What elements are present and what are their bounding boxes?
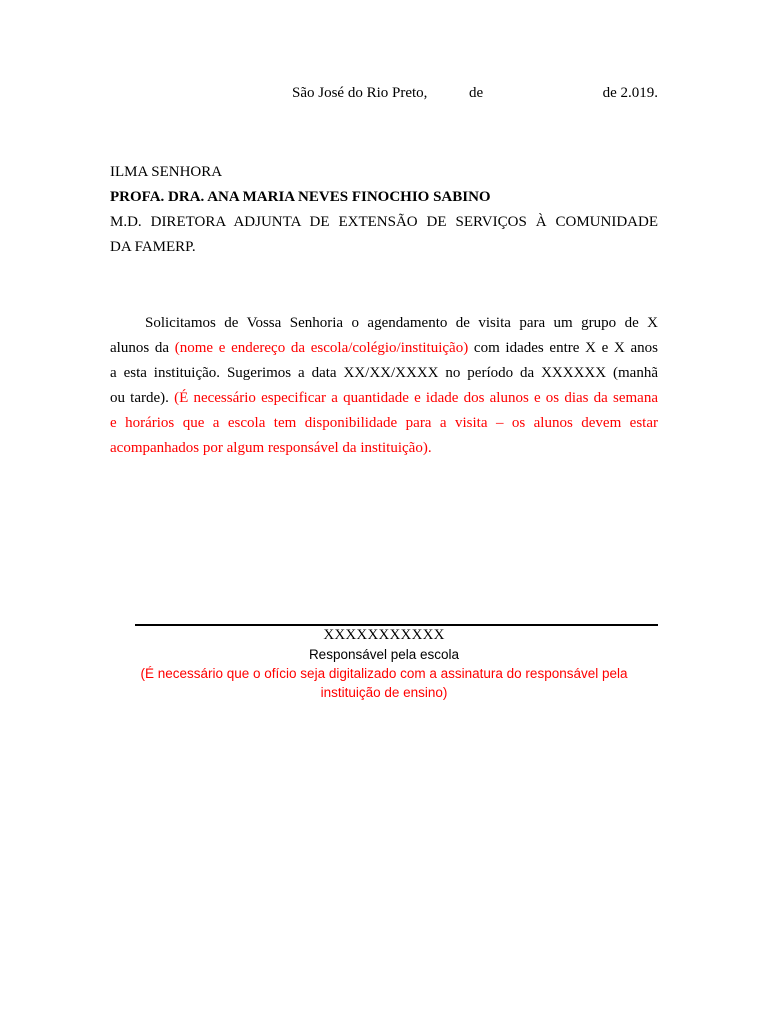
date-city: São José do Rio Preto,: [292, 85, 428, 101]
signature-placeholder: XXXXXXXXXXX: [323, 627, 445, 643]
addressee-name: PROFA. DRA. ANA MARIA NEVES FINOCHIO SABINO: [110, 189, 491, 205]
addressee-title-line-2: DA FAMERP.: [110, 239, 196, 255]
salutation: ILMA SENHORA: [110, 164, 223, 180]
signature-block: [0, 626, 768, 702]
body-text: a esta instituição. Sugerimos a data XX/XX/XXXX no período da XXXXXX (manhã: [110, 365, 658, 381]
instruction-note: acompanhados por algum responsável da instituição): [110, 440, 428, 456]
instruction-note: e horários que a escola tem disponibilidade para a visita – os alunos devem estar: [110, 415, 658, 431]
instruction-note: (É necessário especificar a quantidade e idade dos alunos e os dias da semana: [174, 390, 658, 406]
date-year: de 2.019.: [602, 85, 658, 101]
body-line-2: [110, 336, 658, 361]
body-paragraph: [110, 311, 658, 461]
signature-note-line-2: instituição de ensino): [320, 685, 448, 700]
signature-role: Responsável pela escola: [308, 647, 460, 662]
addressee-block: [110, 160, 658, 260]
school-placeholder-note: (nome e endereço da escola/colégio/instituição): [174, 340, 469, 356]
body-line-5: [110, 411, 658, 436]
body-text: com idades entre X e X anos: [473, 340, 659, 356]
body-text: ou tarde).: [110, 390, 169, 406]
body-text: Solicitamos de Vossa Senhoria o agendamento de visita para um grupo de X: [145, 315, 658, 331]
body-line-1: [110, 311, 658, 336]
date-line: [110, 85, 658, 107]
date-de: de: [469, 85, 484, 101]
body-text: .: [427, 440, 432, 456]
signature-note-line-1: (É necessário que o ofício seja digitalizado com a assinatura do responsável pela: [140, 666, 628, 681]
body-line-4: [110, 386, 658, 411]
addressee-title-line-1: M.D. DIRETORA ADJUNTA DE EXTENSÃO DE SERVIÇOS À COMUNIDADE: [110, 214, 658, 230]
body-line-6: [110, 436, 658, 461]
body-line-3: [110, 361, 658, 386]
body-text: alunos da: [110, 340, 170, 356]
